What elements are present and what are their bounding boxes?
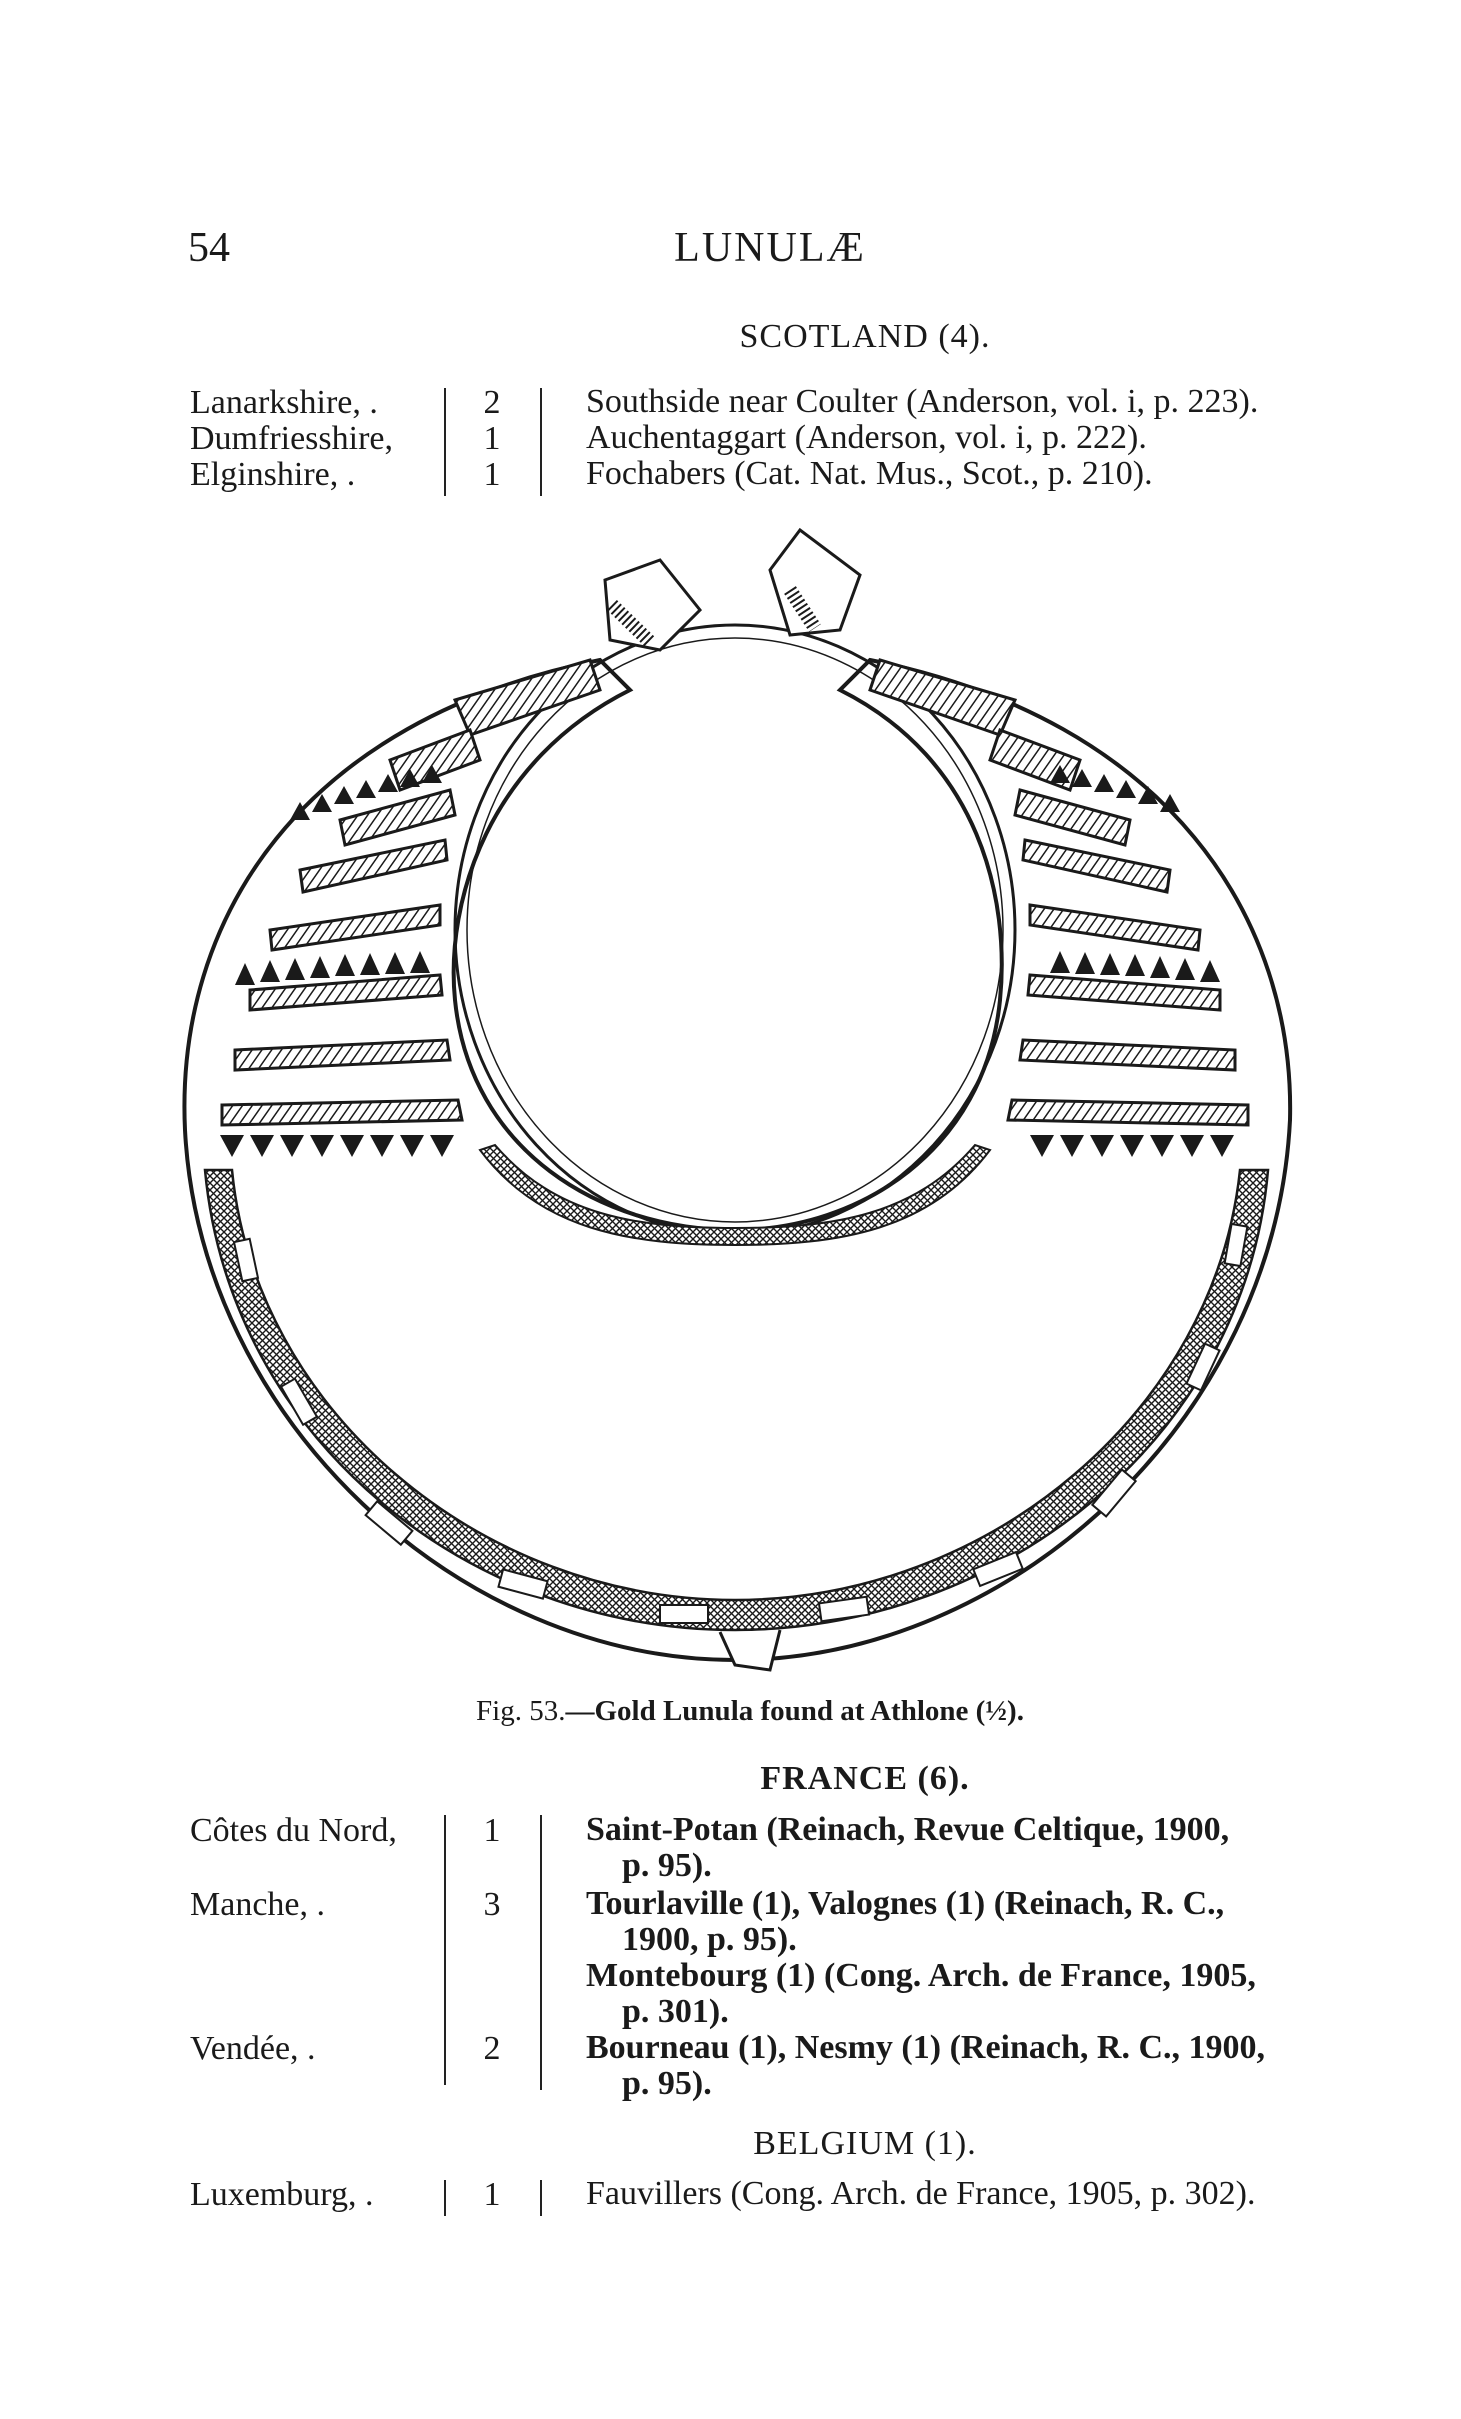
region-lanarkshire: Lanarkshire, .: [190, 384, 378, 421]
region-vendee: Vendée, .: [190, 2030, 316, 2067]
entry-line: 1900, p. 95).: [622, 1921, 797, 1958]
count: 1: [483, 1812, 501, 1849]
entry-line: Tourlaville (1), Valognes (1) (Reinach, R. C.,: [586, 1885, 1225, 1922]
section-title-scotland: SCOTLAND (4).: [739, 318, 991, 355]
count: 1: [483, 456, 501, 493]
entry-auchentaggart: Auchentaggart (Anderson, vol. i, p. 222).: [586, 419, 1147, 456]
entry-line: p. 95).: [622, 2065, 712, 2102]
vline-left: [444, 2180, 446, 2216]
entry-line: Saint-Potan (Reinach, Revue Celtique, 1900,: [586, 1811, 1230, 1848]
figure-caption-text: —Gold Lunula found at Athlone (½).: [565, 1695, 1024, 1727]
entry-fauvillers: Fauvillers (Cong. Arch. de France, 1905, p. 302).: [586, 2175, 1256, 2212]
vline-right: [540, 2180, 542, 2216]
break-notch: [720, 1630, 780, 1670]
section-title-belgium: BELGIUM (1).: [753, 2125, 977, 2162]
vline-left: [444, 1815, 446, 2085]
count: 2: [483, 384, 501, 421]
region-manche: Manche, .: [190, 1886, 326, 1923]
entry-line: p. 95).: [622, 1847, 712, 1884]
count: 1: [483, 420, 501, 457]
section-title-france: FRANCE (6).: [760, 1760, 970, 1797]
lunula-outline: [184, 660, 1290, 1660]
entry-line: Bourneau (1), Nesmy (1) (Reinach, R. C., 1900,: [586, 2029, 1266, 2066]
page-number: 54: [188, 225, 230, 271]
vline-right: [540, 1815, 542, 2090]
region-dumfriesshire: Dumfriesshire,: [190, 420, 394, 457]
entry-tourlaville: [586, 1886, 1346, 2030]
region-cotes-du-nord: Côtes du Nord,: [190, 1812, 397, 1849]
count: 2: [483, 2030, 501, 2067]
entry-saint-potan: [586, 1812, 1346, 1884]
entry-line: Montebourg (1) (Cong. Arch. de France, 1905,: [586, 1957, 1256, 1994]
right-terminal-plate: [770, 530, 860, 635]
entry-bourneau: [586, 2030, 1346, 2102]
figure-caption: [380, 1695, 1120, 1728]
entry-fochabers: Fochabers (Cat. Nat. Mus., Scot., p. 210).: [586, 455, 1153, 492]
running-head: LUNULÆ: [674, 225, 866, 271]
count: 3: [483, 1886, 501, 1923]
entry-southside: Southside near Coulter (Anderson, vol. i, p. 223).: [586, 383, 1259, 420]
entry-line: p. 301).: [622, 1993, 729, 2030]
figure-number: Fig. 53.: [476, 1695, 566, 1727]
region-elginshire: Elginshire, .: [190, 456, 356, 493]
count: 1: [483, 2176, 501, 2213]
region-luxemburg: Luxemburg, .: [190, 2176, 374, 2213]
